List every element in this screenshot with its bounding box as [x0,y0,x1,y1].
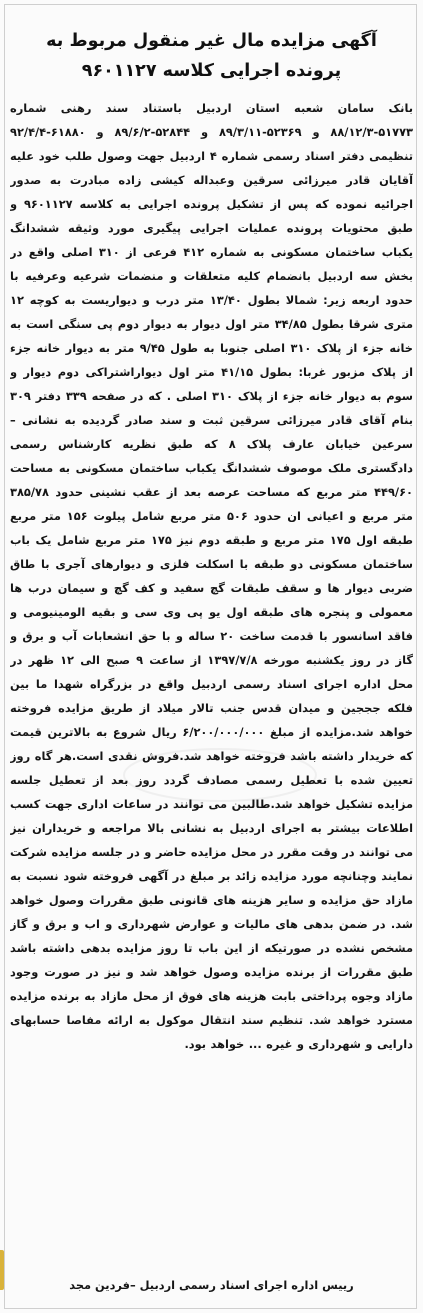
notice-title-line-1: آگهی مزایده مال غیر منقول مربوط به [46,31,377,51]
notice-title-line-2: پرونده اجرایی کلاسه ۹۶۰۱۱۲۷ [81,61,342,81]
notice-signature: رییس اداره اجرای اسناد رسمی اردبیل –فردین مجد [69,1278,354,1292]
scan-edge-mark [0,1250,4,1290]
notice-body-text: بانک سامان شعبه استان اردبیل باستناد سند رهنی شماره ۵۱۷۷۳-۸۸/۱۲/۳ و ۵۲۳۶۹-۸۹/۳/۱۱ و ۵۲۸۴۴-۸۹/۶/۲ و ۶۱۸۸۰-۹۲/۴/۴ تنظیمی دفتر اسناد رسمی شماره ۴ اردبیل جهت وصول طلب خود علیه آقایان قادر میرزائی سرقین وعبداله کیشی زاده مبادرت به صدور اجرائیه نموده که پس از تشکیل پرونده اجرایی به کلاسه ۹۶۰۱۱۲۷ و طبق محتویات پرونده عملیات اجرایی پیگیری مورد وثیقه ششدانگ یکباب ساختمان مسکونی به شماره ۴۱۲ فرعی از ۳۱۰ اصلی واقع در بخش سه اردبیل بانضمام کلیه متعلقات و منضمات شرعیه وعرفیه با حدود اربعه زیر: شمالا بطول ۱۳/۴۰ متر درب و دیواریست به کوچه ۱۲ متری شرقا بطول ۳۴/۸۵ متر اول دیوار به دیوار دوم پی سنگی است به خانه جزء از پلاک ۳۱۰ اصلی جنوبا به طول ۹/۴۵ متر به دیوار خانه جزء از پلاک مزبور غربا: بطول ۴۱/۱۵ متر اول دیواراشتراکی دوم دیوار و سوم به دیوار خانه جزء از پلاک ۳۱۰ اصلی . که در صفحه ۳۳۹ دفتر ۳۰۹ بنام آقای قادر میرزائی سرقین ثبت و سند صادر گردیده به نشانی –سرعین خیابان عارف پلاک ۸ که طبق نظریه کارشناس رسمی دادگستری ملک موصوف ششدانگ یکباب ساختمان مسکونی به مساحت ۴۴۹/۶۰ متر مربع که مساحت عرصه بعد از عقب نشینی حدود ۳۸۵/۷۸ متر مربع و اعیانی ان حدود ۵۰۶ متر مربع شامل پیلوت ۱۵۶ متر مربع طبقه اول ۱۷۵ متر مربع و طبقه دوم نیز ۱۷۵ متر مربع شامل یک باب ساختمان مسکونی دو طبقه با اسکلت فلزی و دیوارهای آجری با طاق ضربی دیوار ها و سقف طبقات گچ سفید و کف گچ و سیمان درب ها معمولی و پنجره های طبقه اول یو پی وی سی و بقیه الومینیومی و فاقد اسانسور با قدمت ساخت ۲۰ ساله و با حق انشعابات آب و برق و گاز در روز یکشنبه مورخه ۱۳۹۷/۷/۸ از ساعت ۹ صبح الی ۱۲ ظهر در محل اداره اجرای اسناد رسمی اردبیل واقع در بزرگراه شهدا ما بین فلکه جججین و میدان قدس جنب تالار میلاد از طریق مزایده فروخته خواهد شد.مزایده از مبلغ ۶/۲۰۰/۰۰۰/۰۰۰ ریال شروع به بالاترین قیمت که خریدار داشته باشد فروخته خواهد شد.فروش نقدی است.هر گاه روز تعیین شده با تعطیل رسمی مصادف گردد روز بعد از تعطیل جلسه مزایده تشکیل خواهد شد.طالبین می توانند در ساعات اداری جهت کسب اطلاعات بیشتر به اجرای اردبیل به نشانی بالا مراجعه و خریداران نیز می توانند در وقت مقرر در محل مزایده حاضر و در جلسه مزایده شرکت نمایند وچنانچه مورد مزایده زائد بر مبلغ در آگهی فروخته شود نسبت به مازاد حق مزایده و سایر هزینه های قانونی طبق مقررات وصول خواهد شد. در ضمن بدهی های مالیات و عوارض شهرداری و اب و برق و گاز مشخص نشده در صورتیکه از این باب تا روز مزایده بدهی داشته باشد طبق مقررات از برنده مزایده وصول خواهد شد و نیز در صورت وجود مازاد وجوه پرداختی بابت هزینه های فوق از محل مازاد به برنده مزایده مسترد خواهد شد. تنظیم سند انتقال موکول به ارائه مفاصا حسابهای دارایی و شهرداری و غیره ... خواهد بود. [10,101,413,1051]
